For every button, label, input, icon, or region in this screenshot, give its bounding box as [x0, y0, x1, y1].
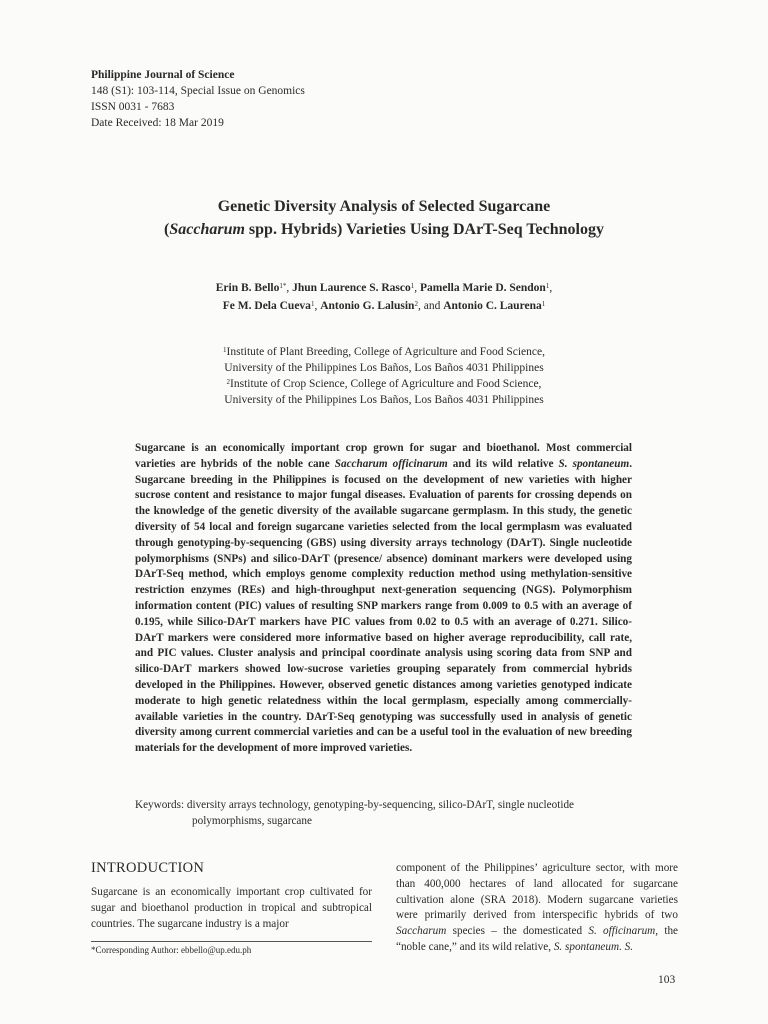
- authors-line-1: Erin B. Bello$^{1*}$, Jhun Laurence S. Rasco$^1$, Pamella Marie D. Sendon$^1$,: [215, 282, 553, 294]
- affiliation-line: $^1$Institute of Plant Breeding, College of Agriculture and Food Science,: [223, 346, 545, 358]
- journal-header: [91, 67, 305, 131]
- journal-name: Philippine Journal of Science: [91, 69, 235, 81]
- affiliation-line: University of the Philippines Los Baños, Los Baños 4031 Philippines: [224, 394, 544, 406]
- paper-title: [60, 195, 708, 241]
- author-name: Antonio G. Lalusin: [320, 300, 415, 312]
- date-received: Date Received: 18 Mar 2019: [91, 117, 224, 129]
- journal-issn: ISSN 0031 - 7683: [91, 101, 175, 113]
- section-heading-introduction: INTRODUCTION: [91, 860, 205, 876]
- intro-column-1: Sugarcane is an economically important crop cultivated for sugar and bioethanol production in tropical and subtropical countries. The sugarcane industry is a major: [91, 886, 372, 930]
- journal-issue: 148 (S1): 103-114, Special Issue on Genomics: [91, 85, 305, 97]
- affiliation-line: University of the Philippines Los Baños, Los Baños 4031 Philippines: [224, 362, 544, 374]
- corresponding-author-footnote: *Corresponding Author: ebbello@up.edu.ph: [91, 945, 252, 955]
- author-name: Erin B. Bello: [215, 282, 280, 294]
- affiliations: [60, 344, 708, 408]
- author-name: Pamella Marie D. Sendon: [419, 282, 546, 294]
- keywords-line-1: Keywords: diversity arrays technology, genotyping-by-sequencing, silico-DArT, single nucleotide: [135, 799, 574, 811]
- author-name: Antonio C. Laurena: [443, 300, 542, 312]
- title-line-1: Genetic Diversity Analysis of Selected Sugarcane: [217, 198, 551, 215]
- affiliation-line: $^2$Institute of Crop Science, College of Agriculture and Food Science,: [226, 378, 542, 390]
- intro-column-2: component of the Philippines’ agriculture sector, with more than 400,000 hectares of land allocated for sugarcane cultivation alone (SRA 2018). Modern sugarcane varieties were primarily derived from interspecific hybrids of two Saccharum species – the domesticated S. officinarum, the “noble cane,” and its wild relative, S. spontaneum. S.: [396, 862, 678, 953]
- author-name: Fe M. Dela Cueva: [222, 300, 311, 312]
- abstract: Sugarcane is an economically important crop grown for sugar and bioethanol. Most commercial varieties are hybrids of the noble cane Saccharum officinarum and its wild relative S. spontaneum. Sugarcane breeding in the Philippines is focused on the development of new varieties with higher sucrose content and resistance to major fungal diseases. Evaluation of parents for crossing depends on the knowledge of the genetic diversity of the available sugarcane germplasm. In this study, the genetic diversity of 54 local and foreign sugarcane varieties selected from the local germplasm was evaluated through genotyping-by-sequencing (GBS) using diversity arrays technology (DArT). Single nucleotide polymorphisms (SNPs) and silico-DArT (presence/ absence) dominant markers were developed using DArT-Seq method, which employs genome complexity reduction method using methylation-sensitive restriction enzymes (REs) and high-throughput next-generation sequencing (NGS). Polymorphism information content (PIC) values of resulting SNP markers range from 0.009 to 0.5 with an average of 0.195, while Silico-DArT markers have PIC values from 0.02 to 0.5 with an average of 0.271. Silico-DArT markers were considered more informative based on higher average reproducibility, call rate, and PIC values. Cluster analysis and principal coordinate analysis using scoring data from SNP and silico-DArT markers showed low-sucrose varieties grouping separately from commercial hybrids developed in the Philippines. However, observed genetic distances among varieties genotyped indicate moderate to high genetic relatedness within the local germplasm, especially among commercially-available varieties in the country. DArT-Seq genotyping was successfully used in analysis of genetic diversity among current commercial varieties and can be a useful tool in the evaluation of new breeding materials for the development of more improved varieties.: [135, 442, 632, 755]
- footnote-divider: [91, 941, 372, 942]
- author-list: [60, 279, 708, 315]
- page-number: 103: [658, 974, 676, 986]
- authors-line-2: Fe M. Dela Cueva$^1$, Antonio G. Lalusin$^2$, and Antonio C. Laurena$^1$: [222, 300, 546, 312]
- title-line-2: (Saccharum spp. Hybrids) Varieties Using DArT-Seq Technology: [164, 221, 604, 238]
- author-name: Jhun Laurence S. Rasco: [292, 282, 411, 294]
- keywords-line-2: polymorphisms, sugarcane: [192, 815, 312, 827]
- keywords: [135, 797, 655, 829]
